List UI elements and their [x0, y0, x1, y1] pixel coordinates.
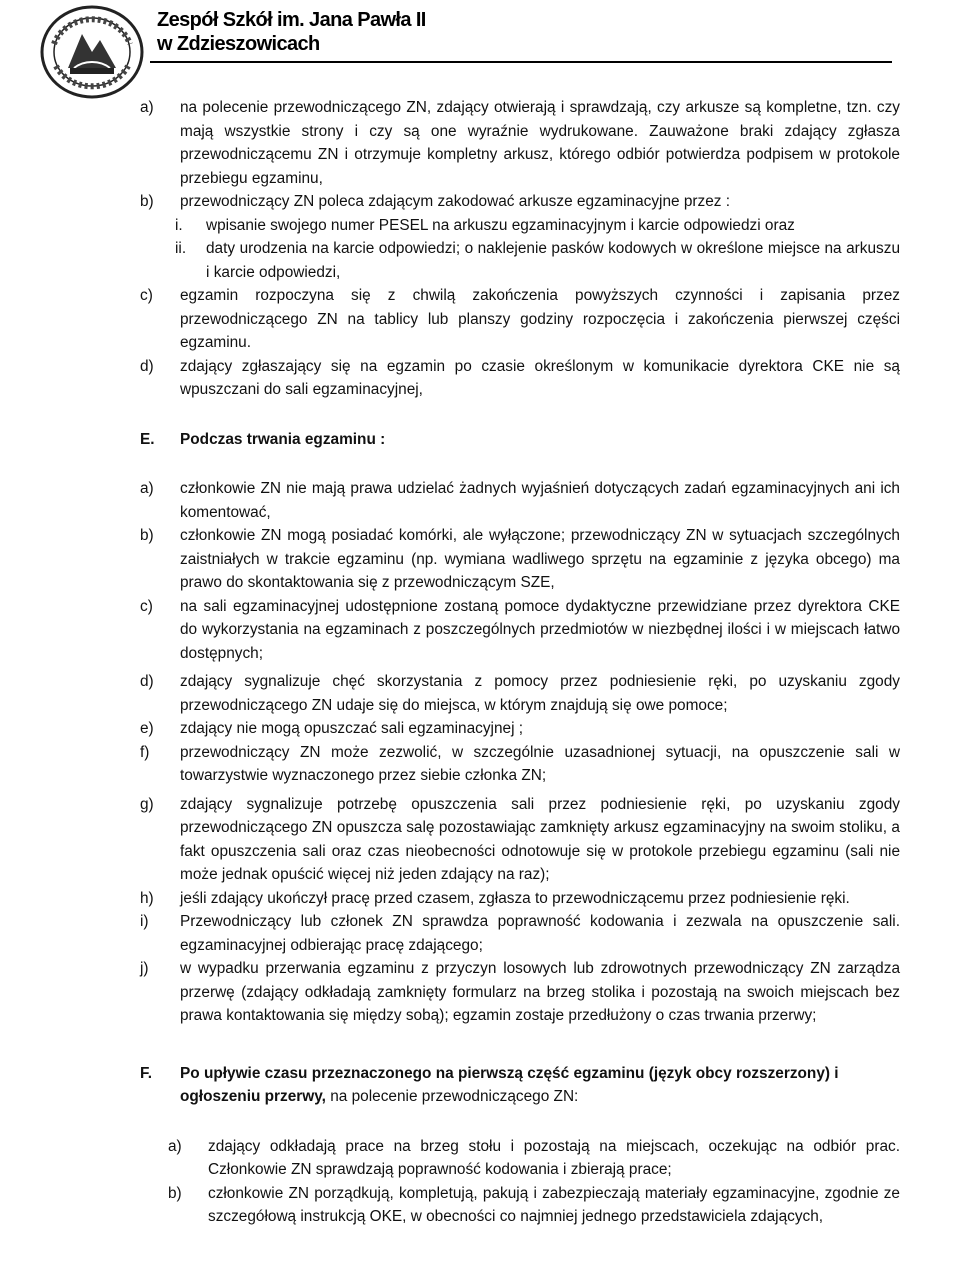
item-label: g) — [140, 795, 154, 813]
list-item-b — [140, 190, 900, 214]
item-label: c) — [140, 597, 153, 615]
school-name-line-1: Zespół Szkół im. Jana Pawła II — [157, 9, 426, 31]
item-label: a) — [140, 480, 154, 497]
item-text: zdający nie mogą opuszczać sali egzaminacyjnej ; — [180, 720, 524, 737]
item-text: członkowie ZN porządkują, kompletują, pakują i zabezpieczają materiały egzaminacyjne, zgodnie ze szczegółową instrukcją OKE, w obecności co najmniej jednego przedstawiciela zdających, — [208, 1184, 900, 1225]
list-item — [140, 1182, 900, 1229]
item-label: h) — [140, 889, 154, 907]
item-text: członkowie ZN nie mają prawa udzielać żadnych wyjaśnień dotyczących zadań egzaminacyjnych ani ich komentować, — [180, 480, 900, 521]
list-item — [140, 910, 900, 957]
item-label: d) — [140, 673, 154, 690]
list-item — [140, 957, 900, 1028]
page-header — [0, 0, 960, 80]
item-text: na sali egzaminacyjnej udostępnione zostaną pomoce dydaktyczne przewidziane przez dyrektora CKE do wykorzystania na egzaminach z poszczególnych przedmiotów w niezbędnej ilości i w miejscach łatwo dostępnych; — [180, 597, 900, 662]
document-body — [140, 96, 900, 1229]
sub-item-label: ii. — [175, 240, 187, 257]
sub-item-ii — [140, 237, 900, 284]
sub-item-i — [140, 214, 900, 238]
item-text: Przewodniczący lub członek ZN sprawdza poprawność kodowania i zezwala na opuszczenie sali. egzaminacyjnej odbierając pracę zdającego; — [180, 913, 900, 954]
list-item — [140, 595, 900, 666]
item-label: d) — [140, 357, 154, 375]
section-e-heading — [140, 428, 900, 452]
list-item — [140, 477, 900, 524]
sub-item-text: daty urodzenia na karcie odpowiedzi; o naklejenie pasków kodowych w określone miejsce na arkuszu i karcie odpowiedzi, — [206, 240, 900, 281]
school-name-line-2: w Zdzieszowicach — [157, 33, 320, 55]
list-item — [140, 670, 900, 717]
item-text: jeśli zdający ukończył pracę przed czasem, zgłasza to przewodniczącemu przez podniesienie ręki. — [180, 889, 850, 907]
item-text: zdający odkładają prace na brzeg stołu i pozostają na miejscach, oczekując na odbiór prac. Członkowie ZN sprawdzają poprawność kodowania i zbierają prace; — [208, 1137, 900, 1178]
school-name — [157, 8, 426, 56]
section-f-heading — [140, 1062, 900, 1109]
item-label: b) — [140, 193, 154, 210]
item-text: zdający sygnalizuje potrzebę opuszczenia sali przez podniesienie ręki, po uzyskaniu zgody przewodniczącego ZN opuszcza salę pozostawiając zamknięty arkusz egzaminacyjny na swoim stoliku, a fakt opuszczenia sali oraz czas nieobecności odnotowuje się w protokole przebiegu egzaminu (sali nie może jednak opuścić więcej niż jeden zdający na raz); — [180, 795, 900, 883]
section-title: Podczas trwania egzaminu : — [180, 430, 386, 448]
item-label: e) — [140, 720, 154, 737]
list-item — [140, 887, 900, 911]
section-label: F. — [140, 1064, 152, 1082]
item-text: egzamin rozpoczyna się z chwilą zakończenia powyższych czynności i zapisania przez przewodniczącego ZN na tablicy lub planszy godziny rozpoczęcia i zakończenia pierwszej części egzaminu. — [180, 287, 900, 351]
sub-item-label: i. — [175, 216, 183, 234]
item-label: b) — [140, 527, 154, 544]
item-text: członkowie ZN mogą posiadać komórki, ale wyłączone; przewodniczący ZN w sytuacjach szczególnych zaistniałych w trakcie egzaminu (np. wymiana wadliwego sprzętu na egzaminie z języka obcego) ma prawo do skontaktowania się z przewodniczącym SZE, — [180, 527, 900, 591]
section-title: Po upływie czasu przeznaczonego na pierwszą część egzaminu (język obcy rozszerzony) i ogłoszeniu przerwy, — [180, 1064, 839, 1105]
item-label: a) — [168, 1137, 182, 1155]
list-item — [140, 793, 900, 887]
item-label: a) — [140, 99, 154, 116]
list-item — [140, 524, 900, 595]
list-item-c — [140, 284, 900, 355]
item-label: b) — [168, 1184, 182, 1202]
item-text: zdający zgłaszający się na egzamin po czasie określonym w komunikacie dyrektora CKE nie są wpuszczani do sali egzaminacyjnej, — [180, 357, 900, 398]
item-label: c) — [140, 287, 153, 304]
section-label: E. — [140, 430, 155, 448]
list-item-d — [140, 355, 900, 402]
item-label: j) — [140, 960, 149, 977]
school-seal-logo — [34, 4, 148, 104]
sub-item-text: wpisanie swojego numer PESEL na arkuszu egzaminacyjnym i karcie odpowiedzi oraz — [206, 216, 795, 234]
item-text: na polecenie przewodniczącego ZN, zdający otwierają i sprawdzają, czy arkusze są kompletne, tzn. czy mają wszystkie strony i czy są one wyraźnie wydrukowane. Zauważone braki zdający zgłasza przewodniczącemu ZN i otrzymuje kompletny arkusz, którego odbiór potwierdza podpisem w protokole przebiegu egzaminu, — [180, 99, 900, 187]
item-text: zdający sygnalizuje chęć skorzystania z pomocy przez podniesienie ręki, po uzyskaniu zgody przewodniczącego ZN udaje się do miejsca, w którym znajdują się owe pomoce; — [180, 673, 900, 714]
list-item — [140, 1135, 900, 1182]
item-text: w wypadku przerwania egzaminu z przyczyn losowych lub zdrowotnych przewodniczący ZN zarządza przerwę (zdający odkładają zamknięty formularz na brzeg stolika i pozostają na swoich miejscach bez prawa kontaktowania się między sobą); egzamin zostaje przedłużony o czas trwania przerwy; — [180, 960, 900, 1024]
header-divider — [150, 61, 892, 63]
section-title-suffix: na polecenie przewodniczącego ZN: — [325, 1088, 579, 1105]
list-item — [140, 741, 900, 788]
item-text: przewodniczący ZN poleca zdającym zakodować arkusze egzaminacyjne przez : — [180, 193, 731, 210]
item-text: przewodniczący ZN może zezwolić, w szczególnie uzasadnionej sytuacji, na opuszczenie sali w towarzystwie wyznaczonego przez siebie członka ZN; — [180, 743, 900, 784]
list-item — [140, 717, 900, 741]
list-item-a — [140, 96, 900, 190]
item-label: i) — [140, 913, 149, 930]
item-label: f) — [140, 743, 150, 761]
